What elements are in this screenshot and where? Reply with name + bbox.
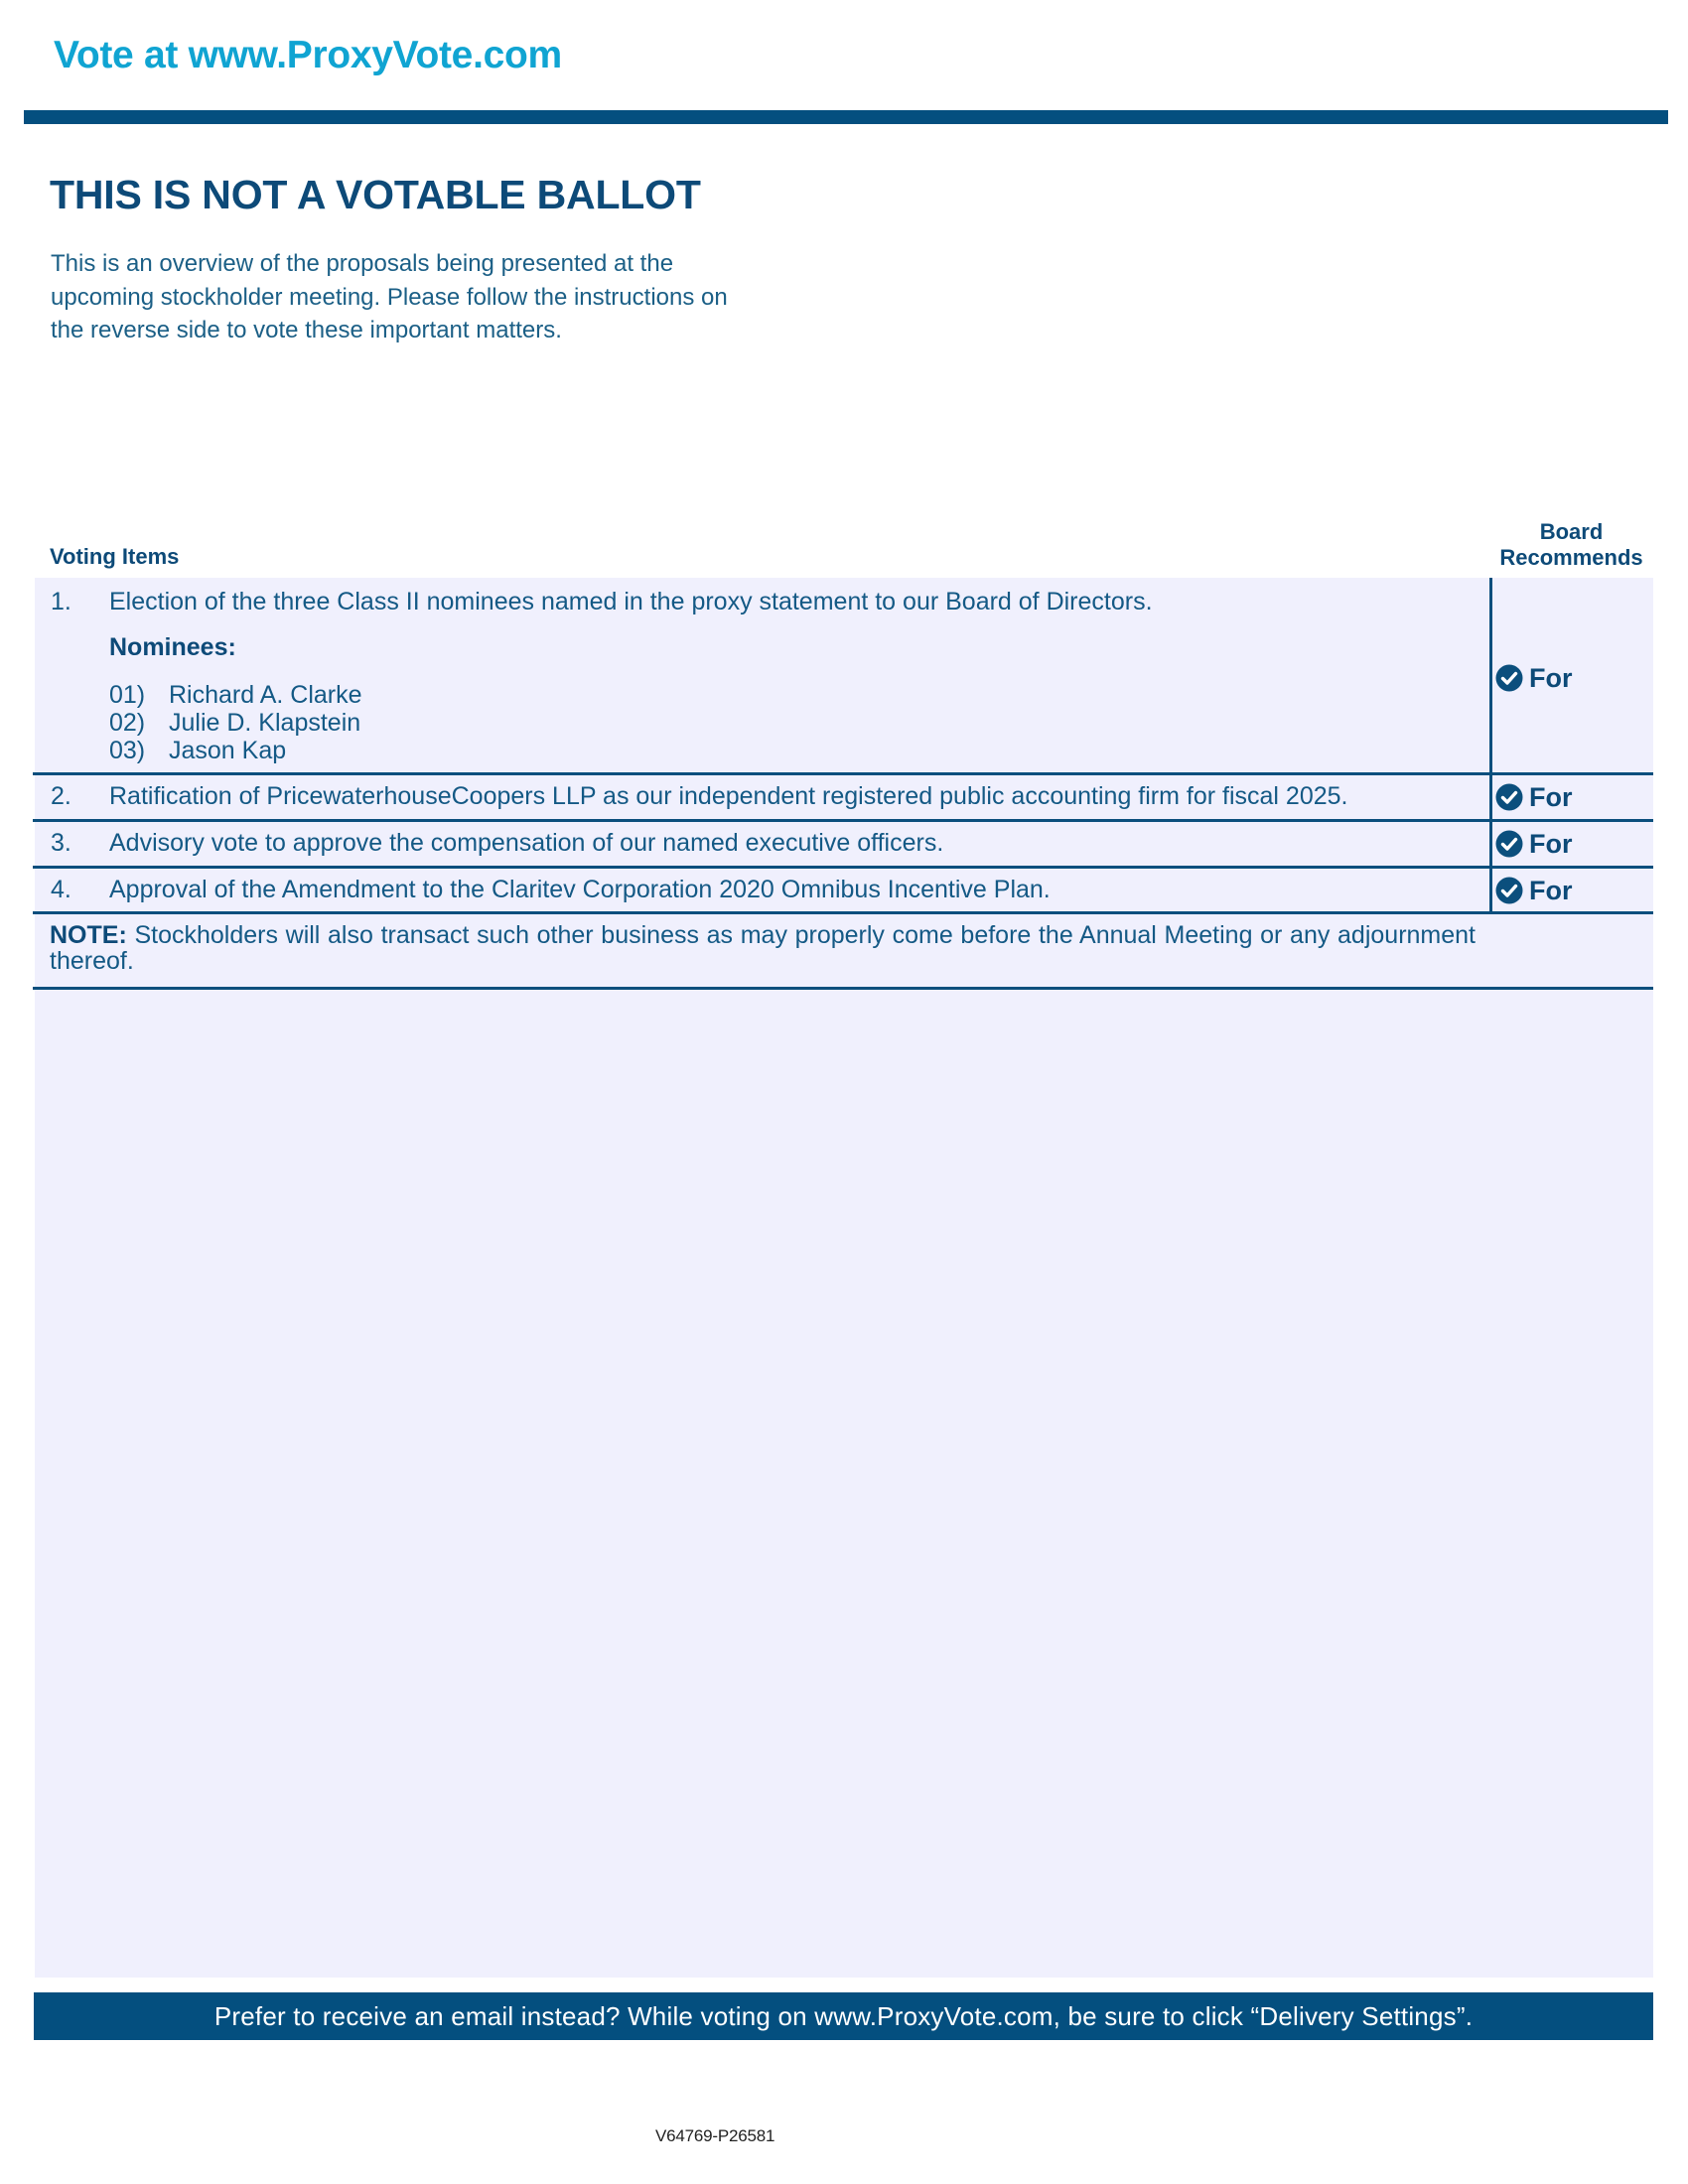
row-divider [33, 911, 1653, 914]
check-circle-icon [1495, 783, 1523, 811]
intro-line: the reverse side to vote these important matters. [51, 317, 562, 343]
board-header-line: Recommends [1499, 545, 1643, 570]
board-header-line: Board [1539, 519, 1604, 544]
nominee-index: 01) [109, 681, 146, 709]
item-number: 2. [51, 782, 71, 810]
recommendation-label: For [1529, 663, 1573, 693]
check-circle-icon [1495, 877, 1523, 904]
board-recommendation [1495, 782, 1573, 812]
column-header-board-recommends [1489, 519, 1653, 571]
check-circle-icon [1495, 664, 1523, 692]
nominee-index: 03) [109, 737, 146, 764]
item-number: 4. [51, 876, 71, 903]
item-number: 3. [51, 829, 71, 857]
note-paragraph [50, 922, 1476, 974]
vote-url-link[interactable]: Vote at www.ProxyVote.com [54, 34, 562, 76]
board-recommendation [1495, 876, 1573, 905]
note-label: NOTE: [50, 921, 127, 949]
nominee-name: Jason Kap [169, 737, 287, 764]
email-delivery-banner [34, 1992, 1653, 2040]
intro-paragraph [51, 247, 728, 347]
column-divider [1489, 578, 1492, 913]
header-divider-bar [24, 110, 1668, 124]
item-text: Ratification of PricewaterhouseCoopers LLP as our independent registered public accounting firm for fiscal 2025. [109, 782, 1348, 810]
item-text: Approval of the Amendment to the Claritev Corporation 2020 Omnibus Incentive Plan. [109, 876, 1051, 903]
nominee-name: Julie D. Klapstein [169, 709, 361, 737]
intro-line: This is an overview of the proposals being presented at the [51, 250, 674, 277]
nominee-index: 02) [109, 709, 146, 737]
recommendation-label: For [1529, 829, 1573, 859]
recommendation-label: For [1529, 782, 1573, 812]
recommendation-label: For [1529, 876, 1573, 905]
check-circle-icon [1495, 830, 1523, 858]
nominee-name: Richard A. Clarke [169, 681, 362, 709]
item-text: Advisory vote to approve the compensation of our named executive officers. [109, 829, 944, 857]
note-text: Stockholders will also transact such other business as may properly come before the Annual Meeting or any adjournment thereof. [50, 921, 1476, 975]
column-header-voting-items: Voting Items [50, 544, 180, 569]
row-divider [33, 819, 1653, 822]
job-code: V64769-P26581 [655, 2126, 775, 2145]
intro-line: upcoming stockholder meeting. Please follow the instructions on [51, 283, 728, 311]
nominees-label: Nominees: [109, 633, 236, 661]
row-divider [33, 772, 1653, 775]
item-number: 1. [51, 588, 71, 615]
page-title: THIS IS NOT A VOTABLE BALLOT [50, 172, 701, 217]
row-divider [33, 987, 1653, 990]
board-recommendation [1495, 663, 1573, 693]
item-text: Election of the three Class II nominees named in the proxy statement to our Board of Directors. [109, 588, 1153, 615]
row-divider [33, 866, 1653, 869]
board-recommendation [1495, 829, 1573, 859]
banner-text: Prefer to receive an email instead? While voting on www.ProxyVote.com, be sure to click “Delivery Settings”. [213, 2000, 1474, 2031]
